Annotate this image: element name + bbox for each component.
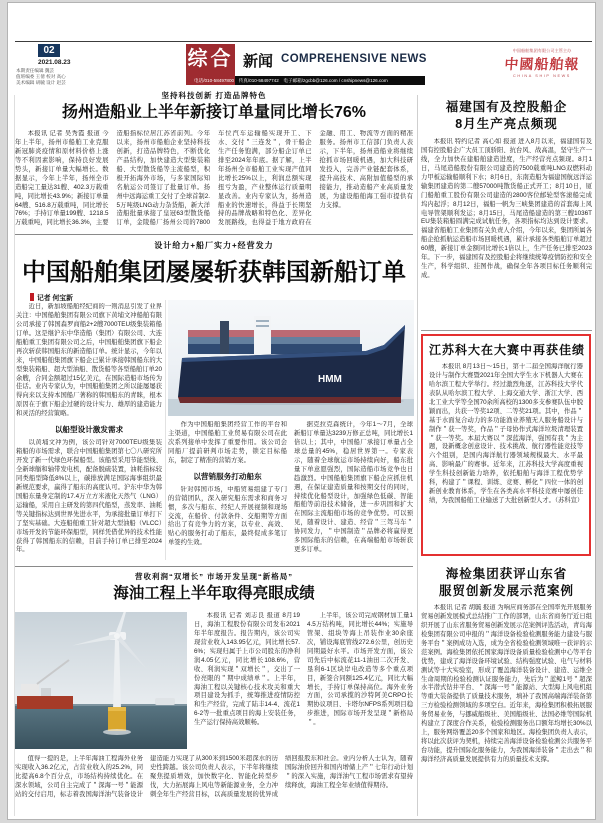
logo-name-en: CHINA SHIP NEWS [513, 74, 571, 78]
csc-headline: 中国船舶集团屡屡斩获韩国新船订单 [22, 259, 406, 286]
wind-turbine-photo [15, 612, 187, 749]
csc-byline [30, 292, 73, 302]
csc-subhead-2: 以营销服务打动船东 [193, 471, 262, 481]
ship-illustration [168, 300, 414, 416]
haijian-headline-line2: 服贸创新发展示范案例 [438, 584, 574, 598]
editor-info-line: 值班编委 王倩 校对 高心 [16, 73, 66, 79]
newspaper-logo [494, 48, 590, 78]
byline-marker-icon [30, 293, 34, 301]
masthead-rule [15, 41, 592, 42]
contact-bar: 电话/010-58497800 传真/010-58497742 电子邮箱/zgcbb@126.com / cnshipnews@126.com [186, 76, 425, 85]
page-number-box [38, 44, 60, 57]
csc-subhead-1: 以船型设计激发需求 [54, 425, 124, 435]
article-separator [15, 566, 413, 567]
yangzhou-body: 本报讯 记者 吴秀霞 报道 今年上半年，扬州市船舶工业克服新冠肺炎疫情和原材料价格上涨等不利因素影响，保持良好发展势头，新接订单量大幅增长。数据显示，今年上半年，扬州全市造船完工量达31艘、402.3万载重吨，同比增长43.9%；新接订单量64艘、516.8万载重吨，同比增长76%；手持订单量199艘、1218.5万载重吨，同比增长36.3%，主要造船指标位居江苏省前列。今年以来，扬州市船舶企业坚持科技创新，打造品牌特色，不断优化产品结构，加快建造大型集装箱船、大型散货船等主流船型，积极开拓海外市场，与多家国际知名航运公司签订了批量订单。扬州中远海运重工交付了全球首制2.5万吨级LNG动力杂货船，新大洋造船批量承接了皇冠63型散货船订单，金陵船厂扬州公司的7800车位汽车运输船实现开工、下水、交付＂三连发＂，骨干船企生产任务饱满，部分船企订单已排至2024年年底。据了解，上半年扬州全市船舶工业实现产值同比增长25%以上，利润总额实现扭亏为盈，产业整体运行质量明显改善。业内专家认为，扬州造船业的快速增长，得益于长期坚持的品牌战略和特色化、差异化发展路线，也得益于地方政府在金融、用工、物流等方面的精准服务。扬州市工信部门负责人表示，下半年，扬州造船业将继续抢抓市场回暖机遇，加大科技研发投入，完善产业链配套体系，提升高技术、高附加值船型的承接能力，推动造船产业高质量发展，为建设船舶海工强市提供有力支撑。 [15, 130, 413, 227]
csc-column-2 [168, 421, 287, 561]
section-title-cn: 综合 [187, 48, 234, 70]
editor-info-line: 本期责任编辑 魏芸 [16, 68, 55, 73]
edition-date: 2021.08.23 [38, 59, 71, 66]
editor-info-line: 美术编辑 胡毓 设计 赵芸 [16, 79, 66, 85]
section-title-en: COMPREHENSIVE NEWS [281, 53, 427, 65]
jiangsu-body: 本报讯 8月13日～15日，第十二届全国海洋航行器设计与制作大赛暨2021年全国大学生水下机器人大赛在哈尔滨工程大学举行。经过激烈角逐，江苏科技大学代表队从哈尔滨工程大学、上海交通大学、浙江大学、西北工业大学等全国70余所高校的1300多支参赛队伍中脱颖而出，共获一等奖12项、二等奖21项。其中，作品＂基于水面复合动力的多功能渔业养殖无人服务船设计与制作＂获一等奖，作品＂子母协作式海洋垃圾清理装置＂获一等奖。本届大赛以＂深蓝海洋，强国有我＂为主题，设新概念创意设计、技术挑战、航行器性能竞技等六个组别，是国内海洋航行器领域规模最大、水平最高、影响最广的赛事。近年来，江苏科技大学高度重视学生科技创新能力培养，依托船舶与海洋工程优势学科，构建了＂课程、训练、竞赛、孵化＂四位一体的创新创业教育体系，学生在各类高水平科技竞赛中屡创佳绩，为我国船舶工业输送了大批创新型人才。（苏科宣） [429, 363, 583, 505]
fujian-headline-line1: 福建国有及控股船企 [445, 100, 568, 114]
csc-column-3: 据克拉克森统计，今年1～7月，全球新船订单量达3239万修正总吨，同比增长1倍以上；其中，中国船厂承接订单量占全球总量的45%，稳居世界第一。专家表示，随着全球航运市场持续向好，船东批量下单意愿强烈，国际造船市场竞争也日趋激烈。中国船舶集团旗下船企应抓住机遇，在保证建造质量和按期交付的同时，持续优化船型设计，加强绿色低碳、智能船舶等前沿技术储备，进一步巩固和扩大在国际主流船舶市场的竞争优势。可以预见，随着设计、建造、经营＂三驾马车＂协同发力，＂中国制造＂品牌必将赢得更多国际船东的信赖，在高端船舶市场斩获更多订单。 [294, 421, 413, 554]
ship-brand-text: HMM [318, 374, 342, 385]
haiyou-column-3: 上半年，该公司完成钢材加工量14.5万结构吨，同比增长44%；实施导管架、组块等海上吊装作业30余座次，铺设海底管线272.6公里，创历史同期最好水平。市场开发方面，该公司先后中标流花11-1油田二次开发、垦利6-1区块岸电改造等多个重点项目，新签合同额125.4亿元，同比大幅增长，手持订单保持高位。海外业务方面，公司承揽的沙特阿美CRPO长期协议项目、卡塔尔NFPS系列项目稳步推进，国际市场开发呈现＂新格局＂。 [307, 612, 413, 727]
haijian-headline-line1: 海检集团获评山东省 [445, 567, 568, 581]
logo-name: 中國船舶報 [503, 56, 581, 72]
haiyou-column-2: 本报讯 记者 刘志良 报道 8月19日，海油工程股份有限公司发布2021年半年度报告。报告期内，该公司实现营业收入143.95亿元，同比增长57.6%；实现归属于上市公司股东的净利润4.05亿元，同比增长108.6%，营收、利润实现＂双增长＂，交出了一份亮眼的＂期中成绩单＂。上半年，海油工程以关键核心技术攻关和重大项目建设为抓手，统筹推进疫情防控和生产经营，完成了陆丰14-4、流花16-2等一批重点项目的海上安装任务，生产运行保持高效顺畅。 [194, 612, 300, 727]
article-separator [421, 330, 592, 331]
wind-turbine-illustration [15, 612, 187, 749]
fujian-body: 本报讯 特约记者 高心如 报道 进入8月以来，福建国有及国有控股船企广大员工顶骄阳、抗台风、战高温，坚守生产一线，全力加快在建船舶建造进度，生产经营亮点频现。8月1日，马尾造船股份有限公司建造的7500载重吨LNG双燃料动力甲板运输船顺利下水；8月6日，东南造船为福建国航远洋运输集团建造的第二艘57000吨散货船正式开工；8月10日，厦门船舶重工股份有限公司建造的2800客位邮轮型客滚船完成坞内起浮；8月12日，福船一帆为三峡集团建造的首套海上风电导管架顺利发运；8月15日，马尾造船建造的第三艘1036TEU集装箱船圆满完成试航任务，各项指标均达到设计要求。福建省船舶工业集团有关负责人介绍，今年以来，集团所属各船企抢抓航运造船市场回暖机遇，累计承接各类船舶订单超过60艘，新接订单金额同比增长1倍以上，生产任务已排至2023年。下一步，福建国有及控股船企将继续统筹疫情防控和安全生产，科学组织、挂图作战，确保全年各项目标任务顺利完成。 [421, 138, 592, 280]
ship-photo [168, 300, 414, 416]
csc-column-1 [16, 303, 162, 561]
article-separator [15, 234, 413, 235]
yangzhou-kicker: 坚持科技创新 打造品牌特色 [161, 91, 267, 100]
byline-text: 记者 何宝新 [37, 295, 73, 302]
csc-col1b: 以黄埔文冲为例，该公司针对7000TEU级集装箱船的市场需求，联合中国船舶集团第七〇八研究所开发了新一代绿色环保船型。该船型采用节能型线、全新球艏和轴带发电机，配备脱硫装置，油耗指标较同类船型降低8%以上，碳排放满足国际海事组织最新规范要求，赢得了船东的高度认可。沪东中华为韩国船东量身定制的17.4万立方米液化天然气（LNG）运输船，采用自主研发的第四代船型，蒸发率、油耗等关键指标达到世界先进水平，为承接批量订单打下了坚实基础。大连船舶重工针对超大型油船（VLCC）市场开发的节能环保船型，同样凭借优异的技术性能获得了韩国船东的信赖，目前手持订单已排至2024年。 [16, 439, 162, 554]
csc-col2a: 作为中国船舶集团经营工作的平台和主渠道，中国船舶工业贸易有限公司在此次系列接单中发挥了重要作用。该公司会同船厂提前研判市场走势，锁定目标船东，制定了精准的营销方案。 [168, 421, 287, 464]
logo-sponsor-line: 中国船舶集团有限公司主管主办 [512, 48, 572, 53]
inner-column-rule [165, 300, 166, 560]
haiyou-headline: 海油工程上半年取得亮眼成绩 [113, 585, 315, 602]
csc-col1a: 近日，新加坡船舶经纪商的一则消息引发了业界关注：中国船舶集团有限公司旗下黄埔文冲船舶有限公司承接了韩国森罗商船2+2艘7000TEU级集装箱船订单。这是继沪东中华造船（集团）有限公司、大连船舶重工集团有限公司之后，中国船舶集团旗下船企再次斩获韩国船东的新造船订单。统计显示，今年以来，中国船舶集团旗下船企已累计承接韩国船东的大型集装箱船、超大型油船、散货船等各型船舶订单20余艘，合同金额超过15亿美元，在国际造船市场传为佳话。业内专家认为，中国船舶集团之所以能屡屡获得向来以支持本国船厂著称的韩国船东的青睐，根本原因在于旗下船企过硬的设计实力、雄厚的建造能力和灵活的经营策略。 [16, 303, 162, 418]
column-divider [417, 95, 418, 816]
fujian-headline-line2: 8月生产亮点频现 [455, 117, 558, 131]
yangzhou-headline: 扬州造船业上半年新接订单量同比增长76% [61, 104, 367, 121]
csc-col2b: 针对韩国市场，中船贸易组建了专门的营销团队，深入研究船东需求和商务习惯，多次与船东、经纪人开展视频和现场交流，在船价、付款条件、交船期等方面给出了有竞争力的方案，以专业、高效、贴心的服务打动了船东，最终促成多笔订单签约生效。 [168, 485, 287, 547]
jiangsu-headline: 江苏科大在大赛中再获佳绩 [429, 343, 586, 357]
haiyou-bottom-block: 值得一提的是，上半年海油工程海外业务实现收入36.2亿元，占营业收入的25.2%，同比提高6.8个百分点，市场结构持续优化。在深水领域，公司自主完成了＂深海一号＂能源站的交付启用，标志着我国海洋油气装备设计建造能力实现了从300米到1500米超深水的历史性跨越。该公司负责人表示，下半年将继续聚焦提质增效，加快数字化、智能化转型步伐，大力拓展海上风电等新能源业务，全力冲刺全年生产经营目标，以高质量发展的优异成绩回报股东和社会。业内分析人士认为，随着国际油价回升和国内增储上产＂七年行动计划＂的深入实施，海洋油气工程市场需求有望持续释放，海油工程全年业绩值得期待。 [15, 755, 413, 798]
jiangsu-highlight-box [421, 334, 591, 556]
page-number: 02 [43, 45, 55, 56]
editor-info [16, 68, 66, 86]
section-title-cn2: 新闻 [243, 53, 274, 70]
haiyou-kicker: 营收利润“双增长” 市场开发呈现“新格局” [134, 572, 294, 581]
csc-kicker: 设计给力+船厂实力+经营发力 [154, 241, 274, 250]
haijian-body: 本报讯 记者 胡毓 报道 为响应商务部在全国率先开展服务贸易创新发展模式总结推广工作的部署，山东省商务厅近日组织开展了山东省服务贸易创新发展示范案例评选活动，青岛海检集团有限公司申报的＂海洋设备检验检测服务能力建设与服务平台＂案例成功入选，成为全省检验检测领域唯一获评的示范案例。海检集团依托国家海洋设备质量检验检测中心等平台优势，建成了海洋设备环境试验、结构强度试验、电气与材料测试等十大实验室，形成了覆盖海洋装备设计、建造、运维全生命周期的检验检测认证服务能力，先后为＂蓝鲸1号＂超深水半潜式钻井平台、＂深海一号＂能源站、大型海上风电机组等重大装备提供了质量技术服务，填补了我国高端海洋装备第三方检验检测领域的多项空白。近年来，海检集团积极拓展服务贸易业务，与挪威船级社、美国船级社、法国必维等国际机构建立了深度合作关系，检验检测服务出口额年均增长30%以上，服务网络覆盖20多个国家和地区。海检集团负责人表示，将以此次获评为契机，持续完善海洋设备检验检测公共服务平台功能，提升国际化服务能力，为我国海洋装备＂走出去＂和海洋经济高质量发展提供有力的质量技术支撑。 [421, 604, 592, 763]
